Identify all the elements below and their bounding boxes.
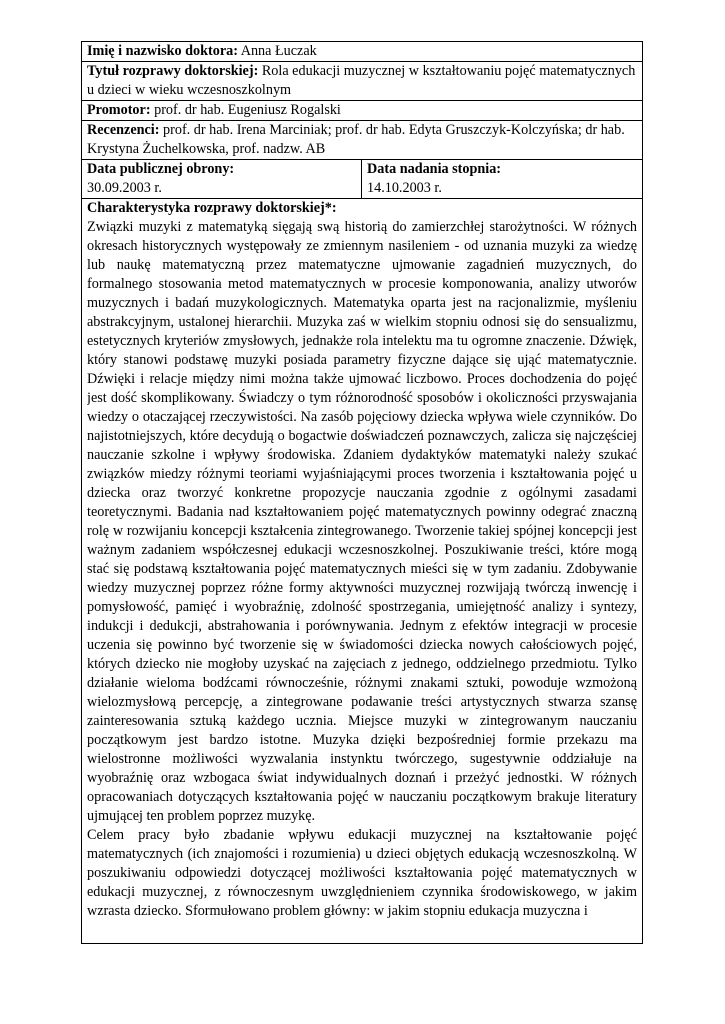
doctor-row xyxy=(82,42,643,62)
characteristics-row xyxy=(82,199,643,944)
reviewers-row xyxy=(82,121,643,160)
doctor-name: Anna Łuczak xyxy=(240,43,317,59)
dissertation-title: Rola edukacji muzycznej w kształtowaniu pojęć matematycznych u dzieci w wieku wczesnoszkolnym xyxy=(87,63,636,98)
defense-date-value: 30.09.2003 r. xyxy=(87,180,162,196)
defense-date-label: Data publicznej obrony: xyxy=(87,161,235,177)
doctor-label: Imię i nazwisko doktora: xyxy=(87,43,238,59)
degree-date-value: 14.10.2003 r. xyxy=(367,180,442,196)
degree-date-cell xyxy=(362,160,643,199)
dates-row xyxy=(82,160,643,199)
promotor-row xyxy=(82,101,643,121)
defense-date-cell xyxy=(82,160,362,199)
title-label: Tytuł rozprawy doktorskiej: xyxy=(87,63,259,79)
promotor-label: Promotor: xyxy=(87,102,151,118)
degree-date-label: Data nadania stopnia: xyxy=(367,161,502,177)
characteristics-cell xyxy=(87,199,637,943)
title-row xyxy=(82,62,643,101)
dissertation-info-table xyxy=(81,41,643,944)
reviewers-names: prof. dr hab. Irena Marciniak; prof. dr hab. Edyta Gruszczyk-Kolczyńska; dr hab. Krystyna Żuchelkowska, prof. nadzw. AB xyxy=(87,122,625,157)
promotor-name: prof. dr hab. Eugeniusz Rogalski xyxy=(154,102,341,118)
characteristics-label: Charakterystyka rozprawy doktorskiej*: xyxy=(87,200,337,216)
characteristics-paragraph-2: Celem pracy było zbadanie wpływu edukacji muzycznej na kształtowanie pojęć matematycznych (ich znajomości i rozumienia) u dzieci objętych edukacją wczesnoszkolną. W poszukiwaniu odpowiedzi dotyczącej możliwości kształtowania pojęć matematycznych w edukacji muzycznej, z równoczesnym uwzględnieniem czynnika środowiskowego, w jakim wzrasta dziecko. Sformułowano problem główny: w jakim stopniu edukacja muzyczna i xyxy=(87,827,637,919)
characteristics-paragraph-1: Związki muzyki z matematyką sięgają swą historią do zamierzchłej starożytności. W różnych okresach historycznych występowały ze zmiennym nasileniem - od uznania muzyki za wiedzę lub naukę matematyczną przez matematyczne ujmowanie zagadnień muzycznych, do formalnego stosowania metod matematycznych w procesie komponowania, analizy utworów muzycznych i badań muzykologicznych. Matematyka oparta jest na racjonalizmie, myśleniu abstrakcyjnym, ustalonej hierarchii. Muzyka zaś w wielkim stopniu odnosi się do sensualizmu, estetycznych kryteriów zmysłowych, jednakże rola intelektu ma tu ogromne znaczenie. Dźwięk, który stanowi podstawę muzyki posiada parametry fizyczne dające się ująć matematycznie. Dźwięki i relacje między nimi można także ujmować liczbowo. Proces dochodzenia do pojęć jest dość skomplikowany. Świadczy o tym różnorodność sposobów i okoliczności przyswajania wiedzy o otaczającej rzeczywistości. Na zasób pojęciowy dziecka wpływa wiele czynników. Do najistotniejszych, które decydują o bogactwie doświadczeń poznawczych, zalicza się najczęściej nauczanie szkolne i wpływy środowiska. Zdaniem dydaktyków matematyki należy szukać związków miedzy różnymi teoriami wyjaśniającymi proces tworzenia i kształtowania pojęć u dziecka oraz tworzyć konkretne propozycje nauczania zgodnie z ogólnymi zasadami teoretycznymi. Badania nad kształtowaniem pojęć matematycznych powinny odegrać znaczną rolę w rozwijaniu koncepcji kształcenia zintegrowanego. Tworzenie takiej spójnej koncepcji jest ważnym zadaniem współczesnej edukacji wczesnoszkolnej. Poszukiwanie treści, które mogą stać się podstawą kształtowania pojęć matematycznych mieści się w tym zadaniu. Zdobywanie wiedzy muzycznej poprzez różne formy aktywności muzycznej rozwijają twórczą inwencję i pomysłowość, pamięć i wyobraźnię, zdolność spostrzegania, umiejętność analizy i syntezy, indukcji i dedukcji, abstrahowania i porównywania. Jednym z efektów integracji w procesie uczenia się powinno być tworzenie się w świadomości dziecka nowych całościowych pojęć, których dziecko nie mogłoby uzyskać na zajęciach z jednego, oddzielnego przedmiotu. Tylko działanie wieloma bodźcami równocześnie, różnymi znakami sztuki, powoduje wzmożoną wielozmysłową percepcję, a zintegrowane podawanie treści artystycznych stwarza szansę zainteresowania sztuką każdego ucznia. Miejsce muzyki w zintegrowanym nauczaniu początkowym jest bardzo istotne. Muzyka dzięki bezpośredniej formie przekazu ma wielostronne możliwości wyzwalania instynktu twórczego, sugestywnie oddziałuje na wyobraźnię oraz wzbogaca świat indywidualnych doznań i przeżyć jednostki. W różnych opracowaniach dotyczących kształtowania pojęć w nauczaniu początkowym brakuje literatury ujmującej ten problem poprzez muzykę. xyxy=(87,219,637,824)
reviewers-label: Recenzenci: xyxy=(87,122,160,138)
